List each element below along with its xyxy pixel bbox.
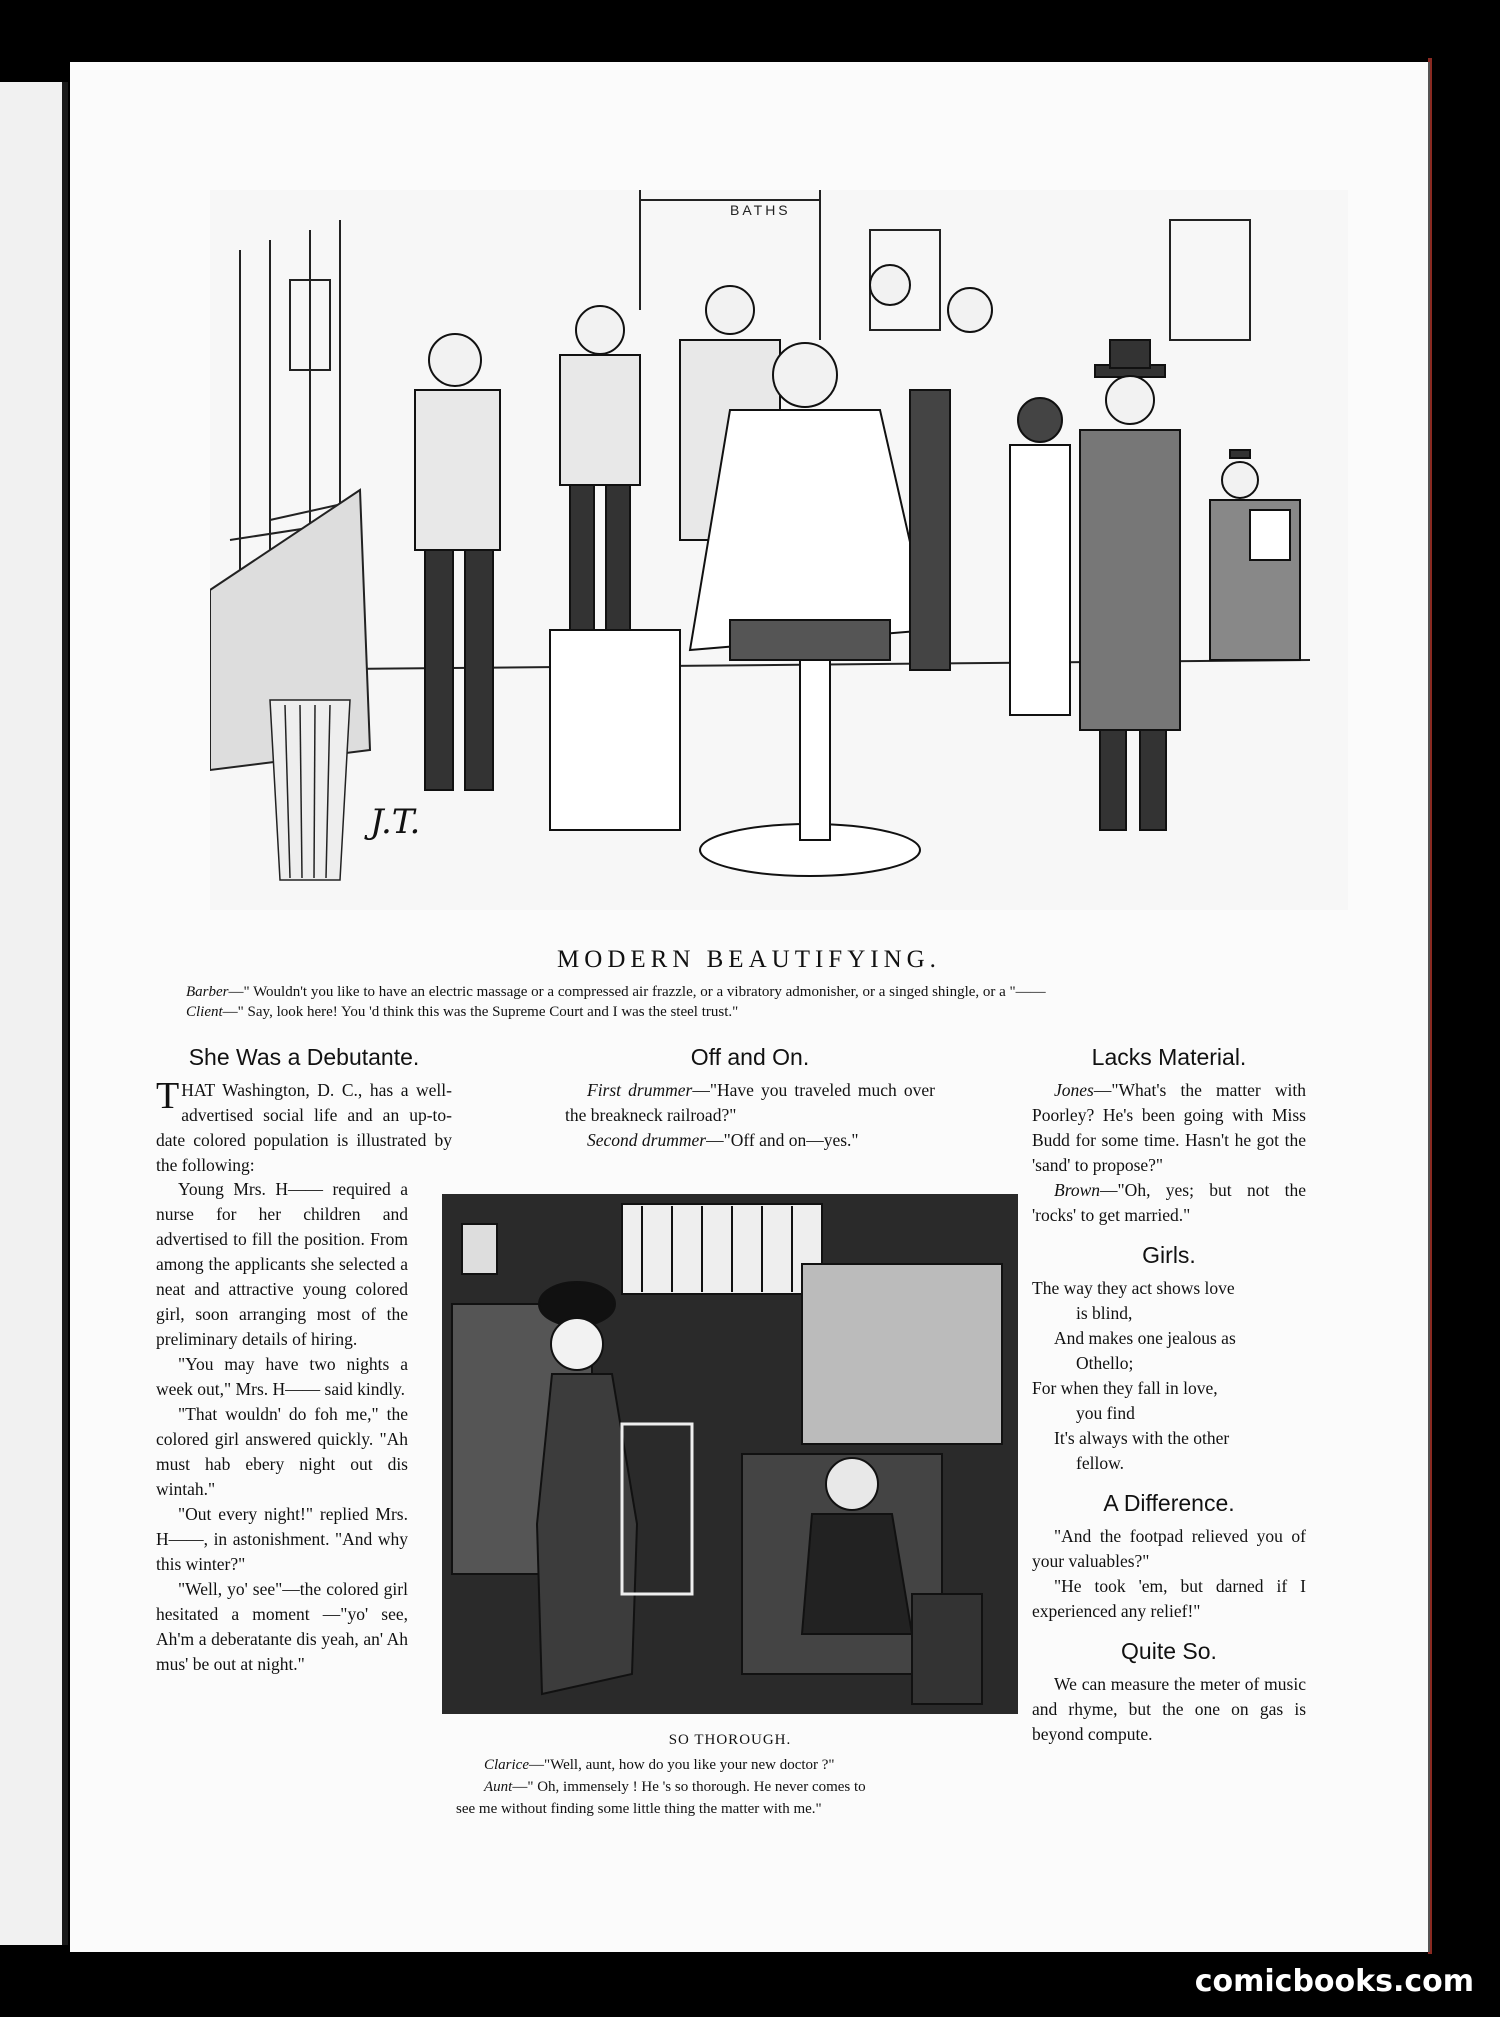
poem-line: you find bbox=[1076, 1403, 1135, 1423]
so-thorough-illustration bbox=[442, 1194, 1018, 1714]
jones-line: —"What's the matter with Poorley? He's been going with Miss Budd for some time. Hasn't he got the 'sand' to propose?" bbox=[1032, 1080, 1306, 1175]
clarice-line: —"Well, aunt, how do you like your new doctor ?" bbox=[529, 1757, 835, 1773]
aunt-caption bbox=[484, 1779, 1024, 1796]
poem-line: fellow. bbox=[1076, 1453, 1124, 1473]
debutante-column-narrow bbox=[156, 1177, 408, 1677]
poem-line: For when they fall in love, bbox=[1032, 1378, 1218, 1398]
quite-so-heading: Quite So. bbox=[1121, 1638, 1217, 1664]
difference-p2: "He took 'em, but darned if I experienced any relief!" bbox=[1032, 1576, 1306, 1621]
off-and-on-heading: Off and On. bbox=[690, 1044, 810, 1070]
second-drummer-speaker: Second drummer bbox=[587, 1130, 707, 1150]
jones-speaker: Jones bbox=[1054, 1080, 1094, 1100]
poem-line: Othello; bbox=[1076, 1353, 1134, 1373]
brown-speaker: Brown bbox=[1054, 1180, 1101, 1200]
poem-line: is blind, bbox=[1076, 1303, 1133, 1323]
left-page-edge bbox=[0, 82, 68, 1945]
modern-beautifying-title: MODERN BEAUTIFYING. bbox=[557, 946, 941, 973]
lacks-material-heading: Lacks Material. bbox=[1091, 1044, 1247, 1070]
first-drummer-speaker: First drummer bbox=[587, 1080, 693, 1100]
clarice-caption bbox=[484, 1757, 1024, 1774]
girls-poem bbox=[1032, 1276, 1306, 1476]
debutante-heading: She Was a Debutante. bbox=[188, 1044, 420, 1070]
clarice-speaker: Clarice bbox=[484, 1757, 529, 1773]
poem-line: The way they act shows love bbox=[1032, 1278, 1235, 1298]
debutante-p4: "That wouldn' do foh me," the colored girl answered quickly. "Ah must hab ebery night out dis wintah." bbox=[156, 1404, 408, 1499]
debutante-p2: Young Mrs. H—— required a nurse for her children and advertised to fill the position. From among the applicants she selected a neat and attractive young colored girl, soon arranging most of the preliminary details of hiring. bbox=[156, 1179, 408, 1349]
poem-line: It's always with the other bbox=[1054, 1428, 1230, 1448]
difference-heading: A Difference. bbox=[1103, 1490, 1235, 1516]
off-and-on-column bbox=[565, 1042, 935, 1153]
client-speaker: Client bbox=[186, 1004, 223, 1020]
debutante-column bbox=[156, 1042, 452, 1178]
debutante-p3: "You may have two nights a week out," Mrs. H—— said kindly. bbox=[156, 1354, 408, 1399]
artist-signature: J.T. bbox=[370, 802, 421, 842]
aunt-line: —" Oh, immensely ! He 's so thorough. He never comes to bbox=[512, 1779, 866, 1795]
right-column bbox=[1032, 1042, 1306, 1747]
aunt-caption-cont: see me without finding some little thing the matter with me." bbox=[456, 1801, 822, 1817]
aunt-speaker: Aunt bbox=[484, 1779, 513, 1795]
client-line: —" Say, look here! You 'd think this was the Supreme Court and I was the steel trust." bbox=[222, 1004, 739, 1020]
watermark: comicbooks.com bbox=[1194, 1964, 1474, 1999]
debutante-p6: "Well, yo' see"—the colored girl hesitated a moment —"yo' see, Ah'm a deberatante dis yeah, an' Ah mus' be out at night." bbox=[156, 1579, 408, 1674]
magazine-page bbox=[70, 62, 1430, 1952]
baths-sign: BATHS bbox=[730, 202, 791, 218]
girls-heading: Girls. bbox=[1142, 1242, 1196, 1268]
so-thorough-title: SO THOROUGH. bbox=[668, 1732, 792, 1748]
barber-caption bbox=[186, 984, 1346, 1001]
first-drummer-line: —"Have you traveled much over the breakneck railroad?" bbox=[565, 1080, 935, 1125]
second-drummer-line: —"Off and on—yes." bbox=[706, 1130, 859, 1150]
client-caption bbox=[186, 1004, 1346, 1021]
brown-line: —"Oh, yes; but not the 'rocks' to get married." bbox=[1032, 1180, 1306, 1225]
quite-so-p1: We can measure the meter of music and rhyme, but the one on gas is beyond compute. bbox=[1032, 1674, 1306, 1744]
debutante-p5: "Out every night!" replied Mrs. H——, in astonishment. "And why this winter?" bbox=[156, 1504, 408, 1574]
difference-p1: "And the footpad relieved you of your valuables?" bbox=[1032, 1526, 1306, 1571]
debutante-intro: THAT Washington, D. C., has a well-advertised social life and an up-to-date colored population is illustrated by the following: bbox=[156, 1075, 452, 1175]
poem-line: And makes one jealous as bbox=[1054, 1328, 1236, 1348]
barber-speaker: Barber bbox=[186, 984, 229, 1000]
barber-line: —" Wouldn't you like to have an electric massage or a compressed air frazzle, or a vibratory admonisher, or a singed shingle, or a "—— bbox=[228, 984, 1046, 1000]
drop-cap: T bbox=[156, 1075, 180, 1117]
